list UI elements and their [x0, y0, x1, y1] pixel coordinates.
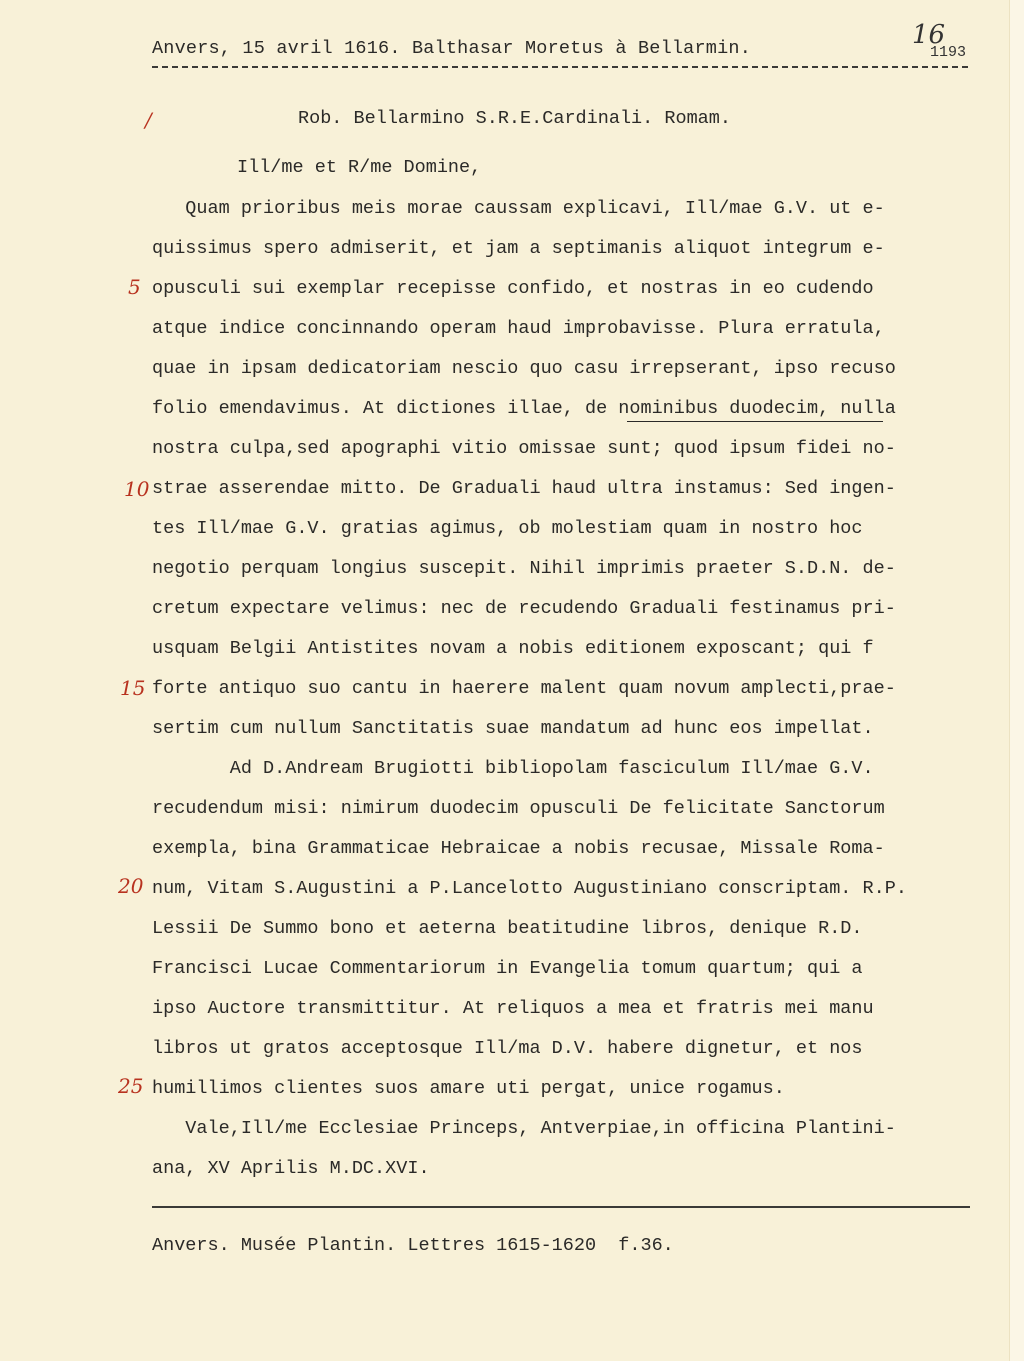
margin-line-number-10: 10: [124, 477, 150, 501]
body-line: libros ut gratos acceptosque Ill/ma D.V. habere dignetur, et nos: [152, 1038, 863, 1059]
footer-rule: [152, 1206, 970, 1208]
handwritten-page-number: 16: [912, 20, 946, 50]
margin-line-number-5: 5: [128, 275, 141, 299]
body-line: folio emendavimus. At dictiones illae, de nominibus duodecim, nulla: [152, 398, 896, 419]
underline-de-nominibus: [627, 421, 883, 422]
body-line: Lessii De Summo bono et aeterna beatitudine libros, denique R.D.: [152, 918, 863, 939]
body-line: atque indice concinnando operam haud improbavisse. Plura erratula,: [152, 318, 885, 339]
body-line: ipso Auctore transmittitur. At reliquos a mea et fratris mei manu: [152, 998, 874, 1019]
margin-line-number-25: 25: [118, 1074, 144, 1098]
body-line: tes Ill/mae G.V. gratias agimus, ob molestiam quam in nostro hoc: [152, 518, 863, 539]
body-line: humillimos clientes suos amare uti pergat, unice rogamus.: [152, 1078, 785, 1099]
body-line: quissimus spero admiserit, et jam a septimanis aliquot integrum e-: [152, 238, 885, 259]
margin-line-number-20: 20: [118, 874, 144, 898]
source-citation: Anvers. Musée Plantin. Lettres 1615-1620 f.36.: [152, 1235, 674, 1256]
body-line: Francisci Lucae Commentariorum in Evangelia tomum quartum; qui a: [152, 958, 863, 979]
body-line: nostra culpa,sed apographi vitio omissae sunt; quod ipsum fidei no-: [152, 438, 896, 459]
body-line: quae in ipsam dedicatoriam nescio quo casu irrepserant, ipso recuso: [152, 358, 896, 379]
body-line: ana, XV Aprilis M.DC.XVI.: [152, 1158, 430, 1179]
letter-header: Anvers, 15 avril 1616. Balthasar Moretus à Bellarmin.: [152, 38, 751, 59]
body-line: strae asserendae mitto. De Graduali haud ultra instamus: Sed ingen-: [152, 478, 896, 499]
body-line: sertim cum nullum Sanctitatis suae mandatum ad hunc eos impellat.: [152, 718, 874, 739]
body-line: Vale,Ill/me Ecclesiae Princeps, Antverpiae,in officina Plantini-: [152, 1118, 896, 1139]
body-line: num, Vitam S.Augustini a P.Lancelotto Augustiniano conscriptam. R.P.: [152, 878, 907, 899]
body-line: opusculi sui exemplar recepisse confido, et nostras in eo cudendo: [152, 278, 874, 299]
body-line: exempla, bina Grammaticae Hebraicae a nobis recusae, Missale Roma-: [152, 838, 885, 859]
margin-mark-start: /: [145, 108, 152, 132]
body-line: usquam Belgii Antistites novam a nobis editionem exposcant; qui f: [152, 638, 874, 659]
margin-line-number-15: 15: [120, 676, 146, 700]
struck-page-number: 1193: [930, 44, 967, 61]
body-line: cretum expectare velimus: nec de recudendo Graduali festinamus pri-: [152, 598, 896, 619]
address-line: Rob. Bellarmino S.R.E.Cardinali. Romam.: [298, 108, 731, 129]
body-line: Ad D.Andream Brugiotti bibliopolam fasciculum Ill/mae G.V.: [152, 758, 874, 779]
body-line: Quam prioribus meis morae caussam explicavi, Ill/mae G.V. ut e-: [152, 198, 885, 219]
salutation: Ill/me et R/me Domine,: [237, 157, 482, 178]
body-line: forte antiquo suo cantu in haerere malent quam novum amplecti,prae-: [152, 678, 896, 699]
header-dashed-rule: [152, 66, 968, 68]
body-line: recudendum misi: nimirum duodecim opusculi De felicitate Sanctorum: [152, 798, 885, 819]
body-line: negotio perquam longius suscepit. Nihil imprimis praeter S.D.N. de-: [152, 558, 896, 579]
page-edge: [1009, 0, 1024, 1361]
